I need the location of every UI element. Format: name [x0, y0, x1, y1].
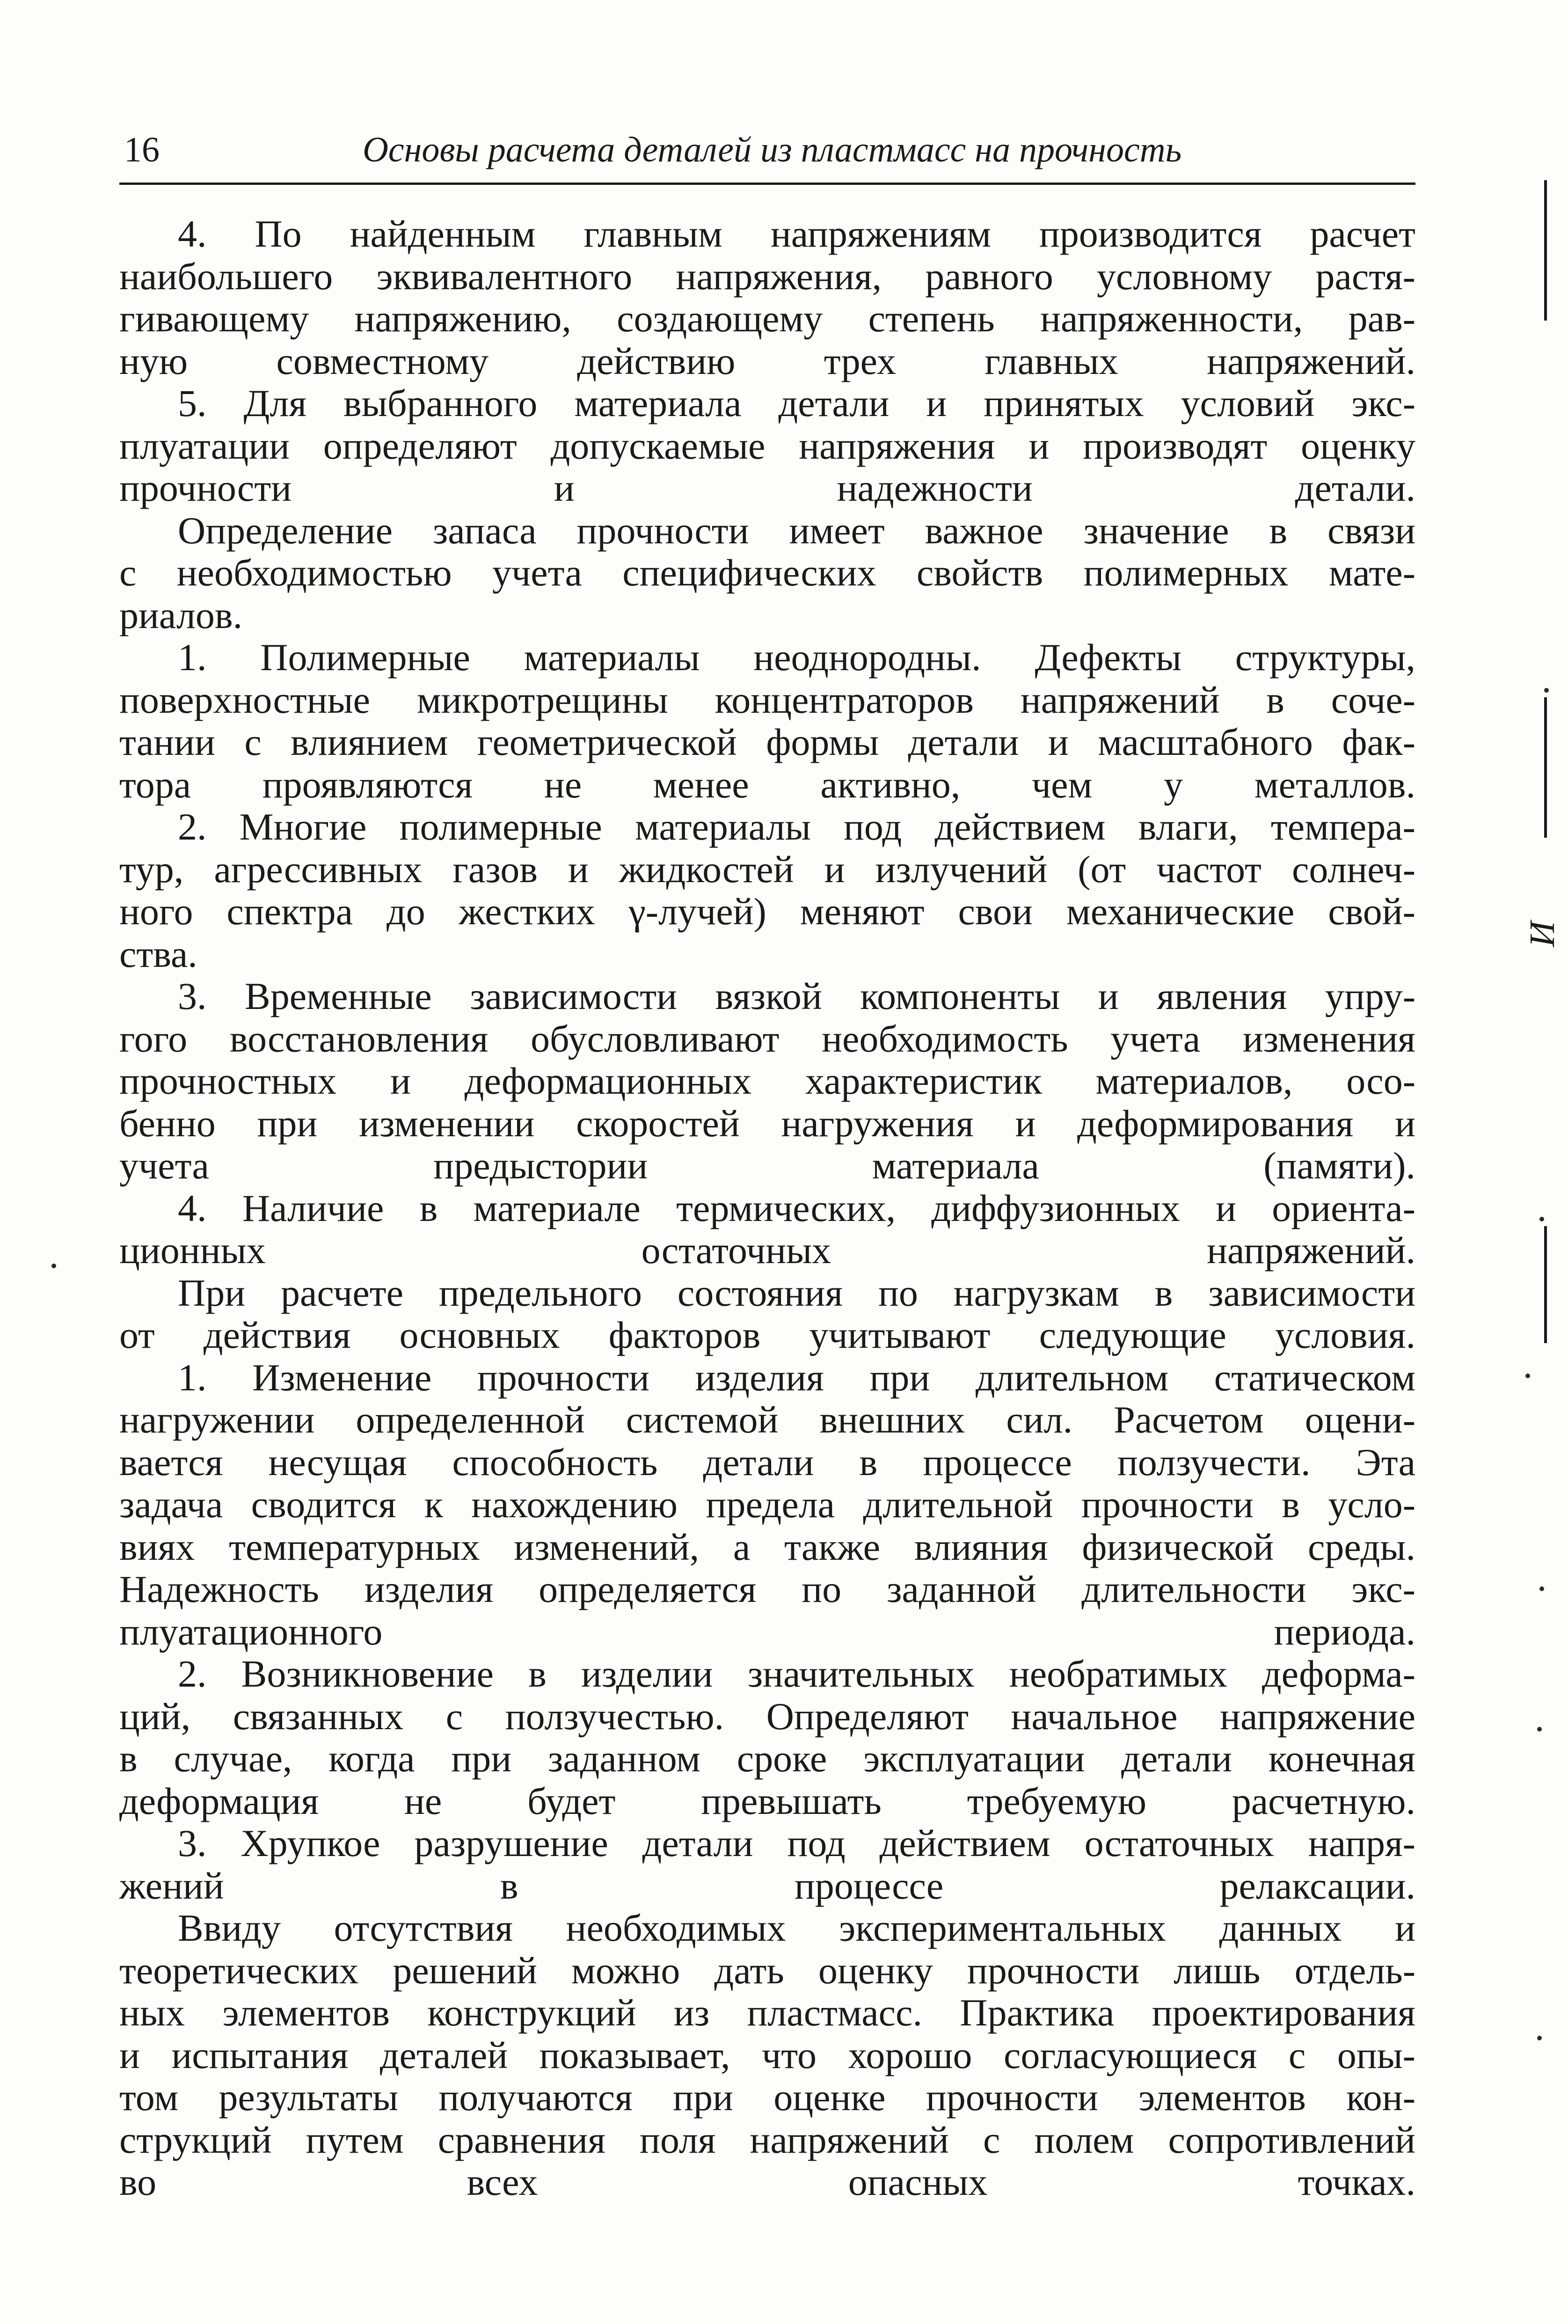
- paragraph: 4. По найденным главным напряжениям производится расчет наибольшего эквивалентного напряжения, равного условному растя- гивающему напряжению, создающему степень напряженности, рав- ную совместному действию трех главных напряжений.: [119, 212, 1415, 382]
- margin-line-top: [1544, 180, 1547, 321]
- paragraph: 4. Наличие в материале термических, диффузионных и ориента- ционных остаточных напряжений.: [119, 1186, 1415, 1272]
- paragraph: Ввиду отсутствия необходимых экспериментальных данных и теоретических решений можно дать оценку прочности лишь отдель- ных элементов конструкций из пластмасс. Практика проектирования и испытания деталей показывает, что хорошо согласующиеся с опы- том результаты получаются при оценке прочности элементов кон- струкций путем сравнения поля напряжений с полем сопротивлений во всех опасных точках.: [119, 1907, 1415, 2203]
- speck: [1544, 688, 1549, 693]
- running-title: Основы расчета деталей из пластмасс на прочность: [363, 130, 1182, 169]
- header-rule: [119, 183, 1415, 185]
- speck: [1525, 1374, 1530, 1378]
- paragraph: 5. Для выбранного материала детали и принятых условий экс- плуатации определяют допускаемые напряжения и производят оценку прочности и надежности детали.: [119, 382, 1415, 509]
- margin-line-lower: [1544, 1226, 1547, 1343]
- page-header: [119, 126, 1415, 178]
- paragraph: 1. Полимерные материалы неоднородны. Дефекты структуры, поверхностные микротрещины концентраторов напряжений в соче- тании с влиянием геометрической формы детали и масштабного фак- тора проявляются не менее активно, чем у металлов.: [119, 636, 1415, 806]
- paragraph: 2. Многие полимерные материалы под действием влаги, темпера- тур, агрессивных газов и жидкостей и излучений (от частот солнеч- ного спектра до жестких γ-лучей) меняют свои механические свой- ства.: [119, 805, 1415, 975]
- page-number: 16: [124, 130, 160, 169]
- margin-letter: И: [1522, 920, 1562, 946]
- paragraph: Определение запаса прочности имеет важное значение в связи с необходимостью учета специфических свойств полимерных мате- риалов.: [119, 509, 1415, 636]
- paragraph: 3. Хрупкое разрушение детали под действием остаточных напря- жений в процессе релаксации.: [119, 1822, 1415, 1907]
- body-text: [119, 213, 1415, 2204]
- margin-line-middle: [1544, 697, 1547, 838]
- paragraph: При расчете предельного состояния по нагрузкам в зависимости от действия основных факторов учитывают следующие условия.: [119, 1271, 1415, 1356]
- paragraph: 1. Изменение прочности изделия при длительном статическом нагружении определенной системой внешних сил. Расчетом оцени- вается несущая способность детали в процессе ползучести. Эта задача сводится к нахождению предела длительной прочности в усло- виях температурных изменений, а также влияния физической среды. Надежность изделия определяется по заданной длительности экс- плуатационного периода.: [119, 1356, 1415, 1653]
- speck: [1537, 1727, 1542, 1732]
- speck: [1537, 2036, 1542, 2040]
- paragraph: 2. Возникновение в изделии значительных необратимых деформа- ций, связанных с ползучестью. Определяют начальное напряжение в случае, когда при заданном сроке эксплуатации детали конечная деформация не будет превышать требуемую расчетную.: [119, 1652, 1415, 1822]
- paragraph: 3. Временные зависимости вязкой компоненты и явления упру- гого восстановления обусловливают необходимость учета изменения прочностных и деформационных характеристик материалов, осо- бенно при изменении скоростей нагружения и деформирования и учета предыстории материала (памяти).: [119, 975, 1415, 1187]
- speck: [1539, 1586, 1544, 1591]
- speck: [51, 1264, 56, 1268]
- speck: [1539, 1217, 1544, 1221]
